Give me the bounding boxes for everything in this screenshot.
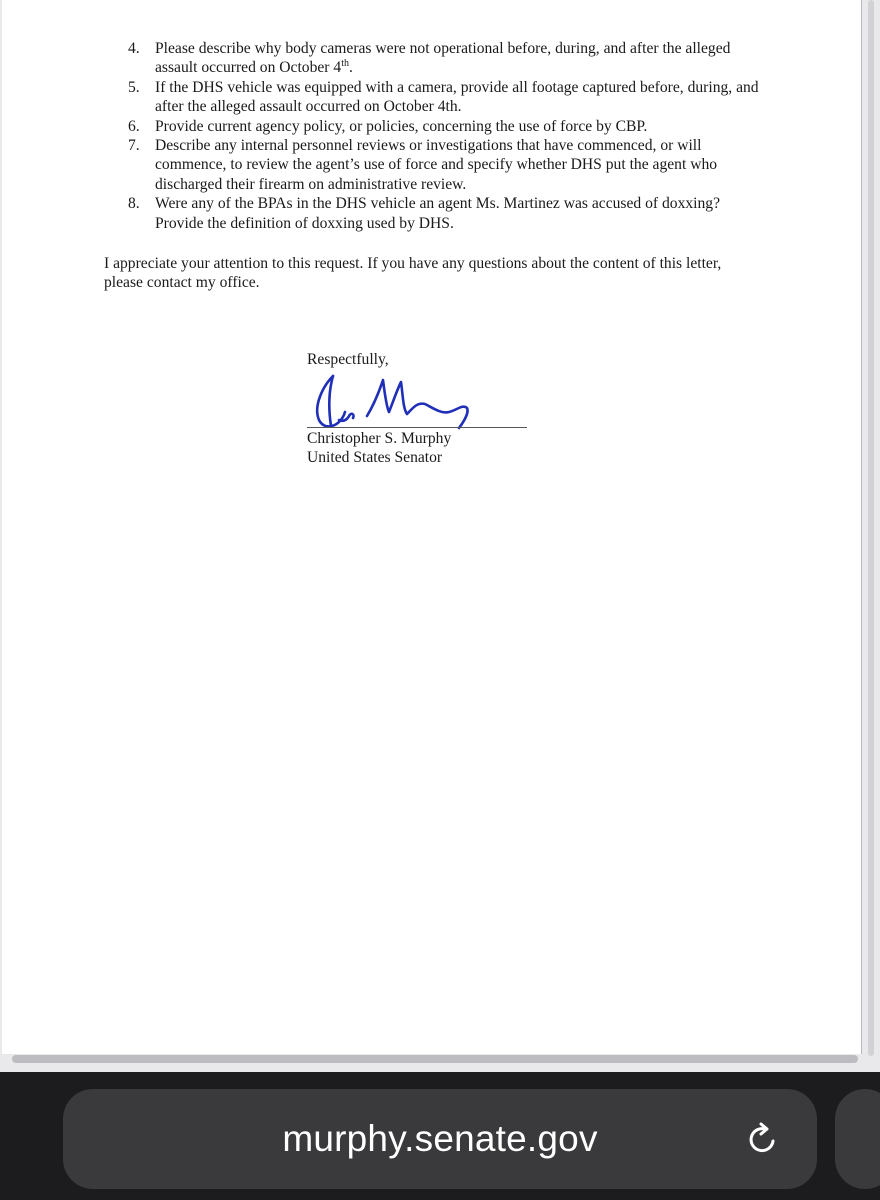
question-number: 5. — [128, 78, 140, 96]
signoff: Respectfully, — [307, 351, 389, 368]
ordinal-superscript: th — [341, 58, 349, 70]
signer-title: United States Senator — [307, 449, 443, 466]
question-number: 4. — [128, 40, 140, 57]
question-number: 6. — [128, 117, 140, 135]
url-text[interactable]: murphy.senate.gov — [282, 1118, 598, 1159]
next-tab-preview[interactable] — [835, 1089, 880, 1189]
vertical-scrollbar[interactable] — [868, 0, 874, 1056]
question-item — [122, 136, 762, 194]
address-bar[interactable] — [63, 1089, 817, 1189]
question-text: Please describe why body cameras were not operational before, during, and after the alleged assault occurred on October 4 — [155, 40, 731, 77]
document-page — [2, 0, 862, 1054]
question-text: Provide current agency policy, or policies, concerning the use of force by CBP. — [155, 117, 648, 135]
reload-icon[interactable] — [743, 1119, 783, 1159]
browser-toolbar — [0, 1072, 880, 1200]
question-list — [122, 39, 762, 233]
question-item — [122, 117, 762, 136]
question-text: Were any of the BPAs in the DHS vehicle an agent Ms. Martinez was accused of doxxing? Provide the definition of doxxing used by DHS. — [155, 195, 721, 232]
question-text: Describe any internal personnel reviews or investigations that have commenced, or will commence, to review the agent’s use of force and specify whether DHS put the agent who discharged their firearm on administrative review. — [155, 137, 718, 193]
question-number: 7. — [128, 137, 140, 155]
question-number: 8. — [128, 195, 140, 213]
question-tail: . — [348, 59, 353, 77]
question-item — [122, 78, 762, 117]
question-text: If the DHS vehicle was equipped with a camera, provide all footage captured before, during, and after the alleged assault occurred on October 4th. — [155, 78, 759, 116]
signer-name: Christopher S. Murphy — [307, 430, 452, 447]
signature-line — [307, 427, 527, 428]
closing-paragraph: I appreciate your attention to this request. If you have any questions about the content of this letter, please contact my office. — [104, 255, 722, 292]
signature-block — [307, 350, 547, 466]
question-item — [122, 39, 762, 78]
horizontal-scrollbar[interactable] — [12, 1055, 858, 1063]
question-item — [122, 194, 762, 233]
